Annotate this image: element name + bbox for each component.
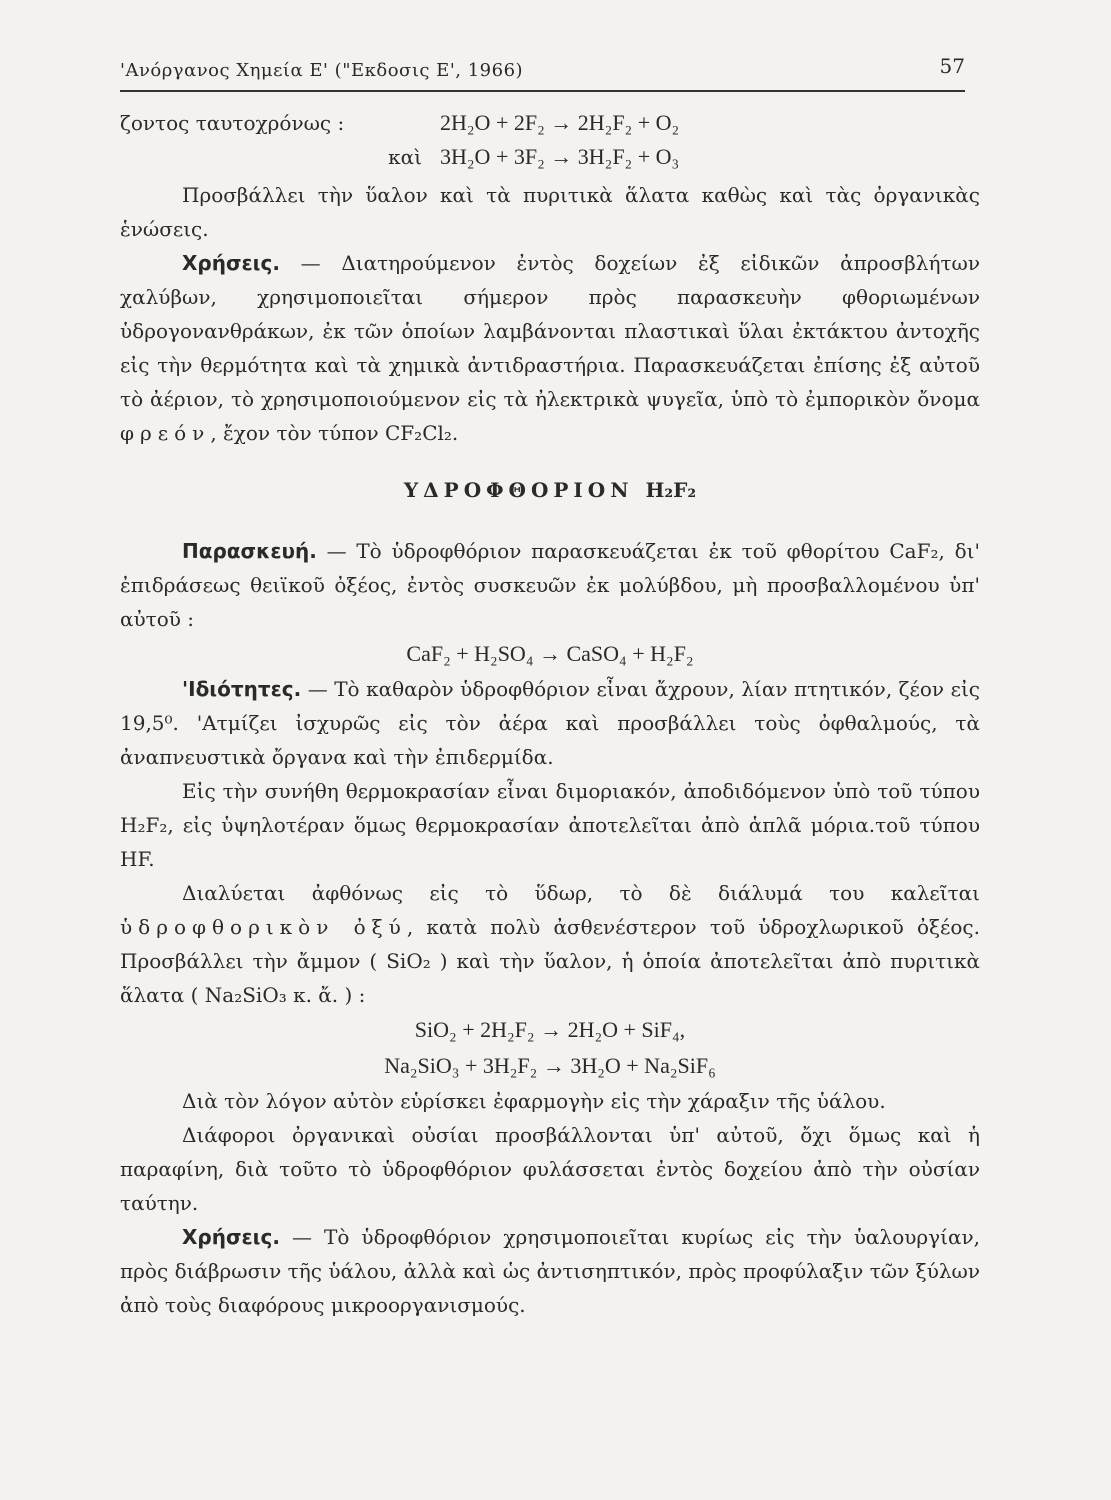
section-formula: H₂F₂ [645, 478, 697, 502]
preparation-text: — Τὸ ὑδροφθόριον παρασκευάζεται ἐκ τοῦ φθορίτου CaF₂, δι' ἐπιδράσεως θειϊκοῦ ὀξέος, ἐντὸς συσκευῶν ἐκ μολύβδου, μὴ προσβαλλομένου ὑπ' αὐτοῦ : [120, 539, 980, 631]
header-title: 'Ανόργανος Χημεία Ε' ("Εκδοσις Ε', 1966) [120, 60, 524, 81]
equation-connector: καὶ [388, 145, 422, 169]
paragraph-dimeric: Εἰς τὴν συνήθη θερμοκρασίαν εἶναι διμοριακόν, ἀποδιδόμενον ὑπὸ τοῦ τύπου H₂F₂, εἰς ὑψηλοτέραν ὅμως θερμοκρασίαν ἀποτελεῖται ἀπὸ ἁπλᾶ μόρια.τοῦ τύπου HF. [120, 779, 980, 871]
solution-text-a: Διαλύεται ἀφθόνως εἰς τὸ ὕδωρ, τὸ δὲ διάλυμά του καλεῖται [182, 881, 980, 905]
equation-silica: SiO₂ + 2H₂F₂ → 2H₂O + SiF₄, [414, 1017, 686, 1042]
page-number: 57 [939, 54, 965, 78]
equation-row [120, 144, 980, 178]
paragraph-preparation [120, 534, 980, 636]
section-title-text: ΥΔΡΟΦΘΟΡΙΟΝ [403, 478, 634, 502]
section-title [120, 478, 980, 502]
heading-uses-hf: Χρήσεις. [182, 1225, 280, 1249]
heading-uses: Χρήσεις. [182, 251, 280, 275]
equation-silicate: Na₂SiO₃ + 3H₂F₂ → 3H₂O + Na₂SiF₆ [384, 1053, 716, 1078]
equation-fluorine-water-1: 2H₂O + 2F₂ → 2H₂F₂ + O₂ [440, 110, 680, 135]
trade-name: φρεόν [120, 421, 211, 445]
paragraph-attack: Προσβάλλει τὴν ὕαλον καὶ τὰ πυριτικὰ ἅλατα καθὼς καὶ τὰς ὀργανικὰς ἑνώσεις. [120, 183, 980, 241]
uses-hf-text: — Τὸ ὑδροφθόριον χρησιμοποιεῖται κυρίως εἰς τὴν ὑαλουργίαν, πρὸς διάβρωσιν τῆς ὑάλου, ἀλλὰ καὶ ὡς ἀντισηπτικόν, πρὸς προφύλαξιν τῶν ξύλων ἀπὸ τοὺς διαφόρους μικροοργανισμούς. [120, 1225, 980, 1317]
paragraph-storage: Διάφοροι ὀργανικαὶ οὐσίαι προσβάλλονται ὑπ' αὐτοῦ, ὄχι ὅμως καὶ ἡ παραφίνη, διὰ τοῦτο τὸ ὑδροφθόριον φυλάσσεται ἐντὸς δοχείου ἀπὸ τὴν οὐσίαν ταύτην. [120, 1123, 980, 1215]
equation-lead-text: ζοντος ταυτοχρόνως : [120, 111, 345, 135]
solution-text-b: , κατὰ πολὺ ἀσθενέστερον τοῦ ὑδροχλωρικοῦ ὀξέος. Προσβάλλει τὴν ἄμμον ( SiO₂ ) καὶ τὴν ὕαλον, ἡ ὁποία ἀποτελεῖται ἀπὸ πυριτικὰ ἅλατα ( Na₂SiO₃ κ. ἄ. ) : [120, 915, 980, 1007]
uses-text: — Διατηρούμενον ἐντὸς δοχείων ἐξ εἰδικῶν ἀπροσβλήτων χαλύβων, χρησιμοποιεῖται σήμερον πρὸς παρασκευὴν φθοριωμένων ὑδρογονανθράκων, ἐκ τῶν ὁποίων λαμβάνονται πλαστικαὶ ὕλαι ἐκτάκτου ἀντοχῆς εἰς τὴν θερμότητα καὶ τὰ χημικὰ ἀντιδραστήρια. Παρασκευάζεται ἐπίσης ἐξ αὐτοῦ τὸ ἀέριον, τὸ χρησιμοποιούμενον εἰς τὰ ἠλεκτρικὰ ψυγεῖα, ὑπὸ τὸ ἐμπορικὸν ὄνομα [120, 251, 980, 411]
paragraph-uses-hf [120, 1220, 980, 1322]
equation-preparation: CaF₂ + H₂SO₄ → CaSO₄ + H₂F₂ [406, 641, 694, 666]
heading-preparation: Παρασκευή. [182, 539, 317, 563]
paragraph-properties [120, 672, 980, 774]
equation-fluorine-water-2: 3H₂O + 3F₂ → 3H₂F₂ + O₃ [440, 144, 680, 169]
properties-text: — Τὸ καθαρὸν ὑδροφθόριον εἶναι ἄχρουν, λίαν πτητικόν, ζέον εἰς 19,5⁰. 'Ατμίζει ἰσχυρῶς εἰς τὸν ἀέρα καὶ προσβάλλει τοὺς ὀφθαλμούς, τὰ ἀναπνευστικὰ ὄργανα καὶ τὴν ἐπιδερμίδα. [120, 677, 980, 769]
acid-name: ὑδροφθορικὸν ὀξύ [120, 915, 407, 939]
paragraph-uses-fluorine [120, 246, 980, 450]
page-body [120, 110, 980, 1322]
paragraph-etching: Διὰ τὸν λόγον αὐτὸν εὑρίσκει ἐφαρμογὴν εἰς τὴν χάραξιν τῆς ὑάλου. [182, 1089, 886, 1113]
paragraph-solution [120, 876, 980, 1012]
running-header [120, 50, 965, 92]
uses-text-end: , ἔχον τὸν τύπον CF₂Cl₂. [210, 421, 459, 445]
heading-properties: 'Ιδιότητες. [182, 677, 302, 701]
equation-row [120, 110, 980, 144]
